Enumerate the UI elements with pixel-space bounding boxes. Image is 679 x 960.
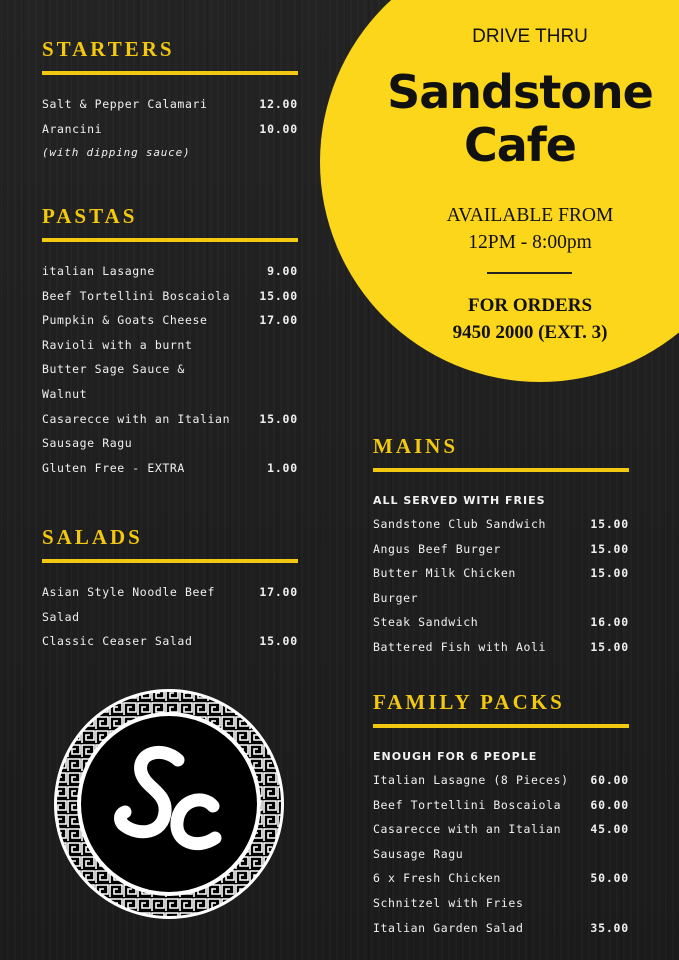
menu-item-row	[373, 638, 629, 663]
menu-item-name: Classic Ceaser Salad	[42, 634, 193, 649]
menu-item-row	[373, 589, 629, 614]
menu-item-price: 60.00	[590, 797, 629, 812]
family-packs-items	[373, 771, 629, 943]
menu-item-name: Ravioli with a burnt	[42, 337, 193, 352]
menu-item-name: Asian Style Noodle Beef	[42, 585, 216, 599]
menu-item-name: 6 x Fresh Chicken	[373, 871, 501, 886]
menu-item-row	[373, 845, 629, 870]
menu-item-price: 1.00	[267, 460, 298, 475]
menu-item-name: Sandstone Club Sandwich	[373, 517, 547, 531]
mains-rule	[373, 468, 629, 472]
menu-item-name: Butter Sage Sauce &	[42, 362, 185, 377]
menu-item-price: 9.00	[267, 264, 298, 278]
menu-item-row	[373, 894, 629, 919]
menu-item-row	[42, 144, 298, 169]
mains-section	[373, 433, 629, 663]
menu-item-row	[42, 336, 298, 361]
pastas-title: PASTAS	[42, 204, 138, 228]
menu-item-price: 15.00	[590, 517, 629, 531]
menu-item-name: Casarecce with an Italian	[42, 411, 231, 426]
menu-item-price: 15.00	[590, 639, 629, 654]
menu-item-price: 17.00	[259, 585, 298, 599]
family-packs-rule	[373, 724, 629, 728]
menu-item-row	[42, 459, 298, 484]
menu-item-price: 17.00	[259, 313, 298, 328]
menu-item-name: Steak Sandwich	[373, 615, 479, 630]
menu-item-row	[42, 311, 298, 336]
menu-item-row	[42, 120, 298, 145]
menu-item-row	[373, 919, 629, 944]
starters-section	[42, 36, 298, 169]
menu-item-row	[42, 287, 298, 312]
starters-title: STARTERS	[42, 37, 175, 61]
menu-item-name: Gluten Free - EXTRA	[42, 460, 185, 475]
menu-item-price: 45.00	[590, 822, 629, 837]
menu-item-name: Salad	[42, 609, 80, 624]
promo-divider	[487, 272, 572, 274]
menu-item-name: Battered Fish with Aoli	[373, 639, 547, 654]
drive-thru-label: DRIVE THRU	[472, 26, 588, 47]
menu-item-name: Walnut	[42, 386, 88, 401]
menu-item-price: 15.00	[590, 541, 629, 556]
menu-item-price: 15.00	[259, 634, 298, 649]
menu-item-name: Salt & Pepper Calamari	[42, 97, 208, 111]
menu-item-row	[373, 613, 629, 638]
sc-monogram-logo	[53, 688, 285, 920]
family-packs-subheading: ENOUGH FOR 6 PEOPLE	[373, 750, 538, 763]
pastas-section	[42, 203, 298, 483]
menu-item-row	[42, 434, 298, 459]
menu-item-name: Angus Beef Burger	[373, 541, 501, 556]
menu-item-price: 12.00	[259, 97, 298, 111]
mains-list	[373, 492, 629, 663]
menu-item-name: Pumpkin & Goats Cheese	[42, 313, 208, 328]
menu-item-name: italian Lasagne	[42, 264, 155, 278]
family-packs-section	[373, 689, 629, 943]
pastas-list	[42, 262, 298, 483]
salads-rule	[42, 559, 298, 563]
salads-section	[42, 524, 298, 657]
menu-item-name: Beef Tortellini Boscaiola	[42, 288, 231, 303]
menu-item-name: Butter Milk Chicken	[373, 566, 516, 581]
salads-list	[42, 583, 298, 657]
menu-item-row	[42, 608, 298, 633]
menu-item-name: (with dipping sauce)	[42, 146, 191, 160]
menu-item-name: Sausage Ragu	[42, 436, 133, 451]
menu-item-name: Casarecce with an Italian	[373, 822, 562, 837]
starters-rule	[42, 71, 298, 75]
menu-item-name: Sausage Ragu	[373, 846, 464, 861]
menu-item-row	[373, 869, 629, 894]
menu-item-row	[42, 410, 298, 435]
menu-item-price: 10.00	[259, 121, 298, 136]
menu-item-name: Burger	[373, 590, 419, 605]
menu-item-row	[373, 796, 629, 821]
menu-item-name: Schnitzel with Fries	[373, 895, 524, 910]
menu-item-price: 60.00	[590, 773, 629, 787]
orders-line1: FOR ORDERS	[467, 295, 593, 316]
availability-line2: 12PM - 8:00pm	[468, 232, 592, 253]
mains-items	[373, 515, 629, 663]
menu-item-price: 15.00	[259, 411, 298, 426]
cafe-name-line2: Cafe	[463, 118, 576, 172]
menu-item-row	[373, 540, 629, 565]
cafe-name-line1: Sandstone	[387, 65, 653, 119]
menu-item-price: 50.00	[590, 871, 629, 886]
menu-item-name: Beef Tortellini Boscaiola	[373, 797, 562, 812]
menu-item-price: 15.00	[590, 566, 629, 581]
menu-item-row	[373, 515, 629, 540]
family-packs-list	[373, 748, 629, 943]
family-packs-title: FAMILY PACKS	[373, 690, 565, 714]
pastas-rule	[42, 238, 298, 242]
menu-item-name: Arancini	[42, 121, 103, 136]
menu-item-row	[42, 385, 298, 410]
menu-item-row	[42, 262, 298, 287]
salads-title: SALADS	[42, 525, 143, 549]
menu-item-row	[42, 583, 298, 608]
menu-item-row	[42, 360, 298, 385]
menu-item-row	[373, 820, 629, 845]
cafe-name	[360, 66, 679, 172]
menu-item-price: 35.00	[590, 920, 629, 935]
mains-subheading: ALL SERVED WITH FRIES	[373, 494, 546, 507]
orders-info	[415, 292, 645, 346]
menu-item-price: 16.00	[590, 615, 629, 630]
menu-item-name: Italian Garden Salad	[373, 920, 524, 935]
menu-item-row	[42, 95, 298, 120]
starters-list	[42, 95, 298, 169]
menu-item-row	[42, 632, 298, 657]
mains-title: MAINS	[373, 434, 459, 458]
menu-item-row	[373, 771, 629, 796]
availability-line1: AVAILABLE FROM	[446, 205, 614, 226]
availability	[415, 202, 645, 256]
orders-phone: 9450 2000 (EXT. 3)	[452, 322, 608, 343]
menu-item-name: Italian Lasagne (8 Pieces)	[373, 773, 569, 787]
menu-item-price: 15.00	[259, 288, 298, 303]
menu-item-row	[373, 564, 629, 589]
